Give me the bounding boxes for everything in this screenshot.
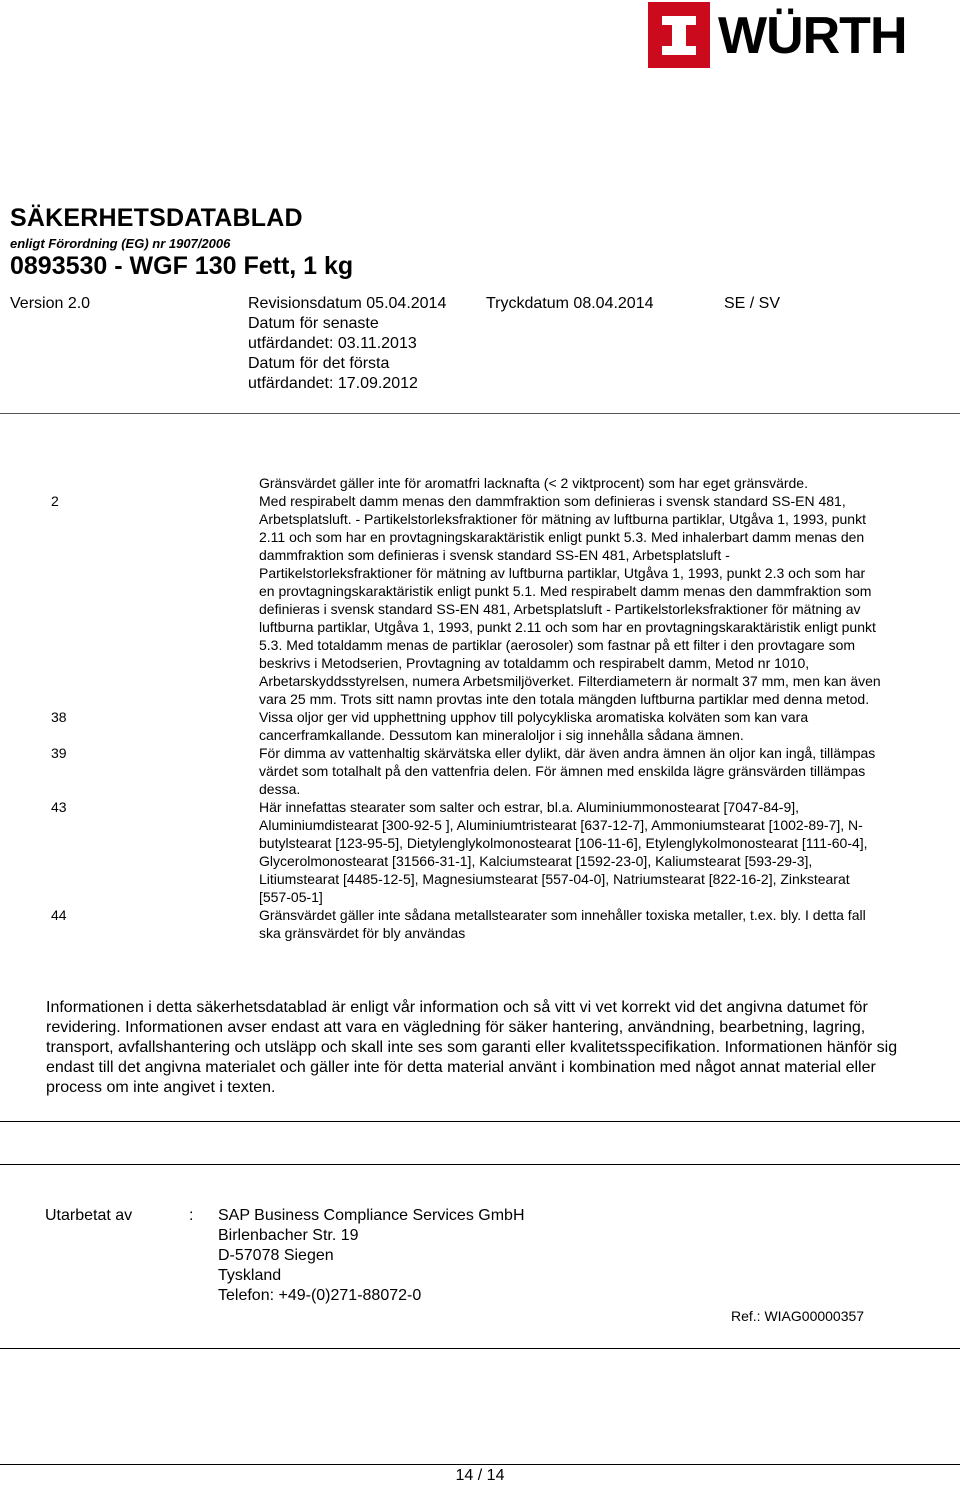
company-city: D-57078 Siegen [218,1247,334,1264]
version-label: Version 2.0 [10,295,91,312]
page-number: 14 / 14 [455,1467,505,1484]
first-issue-label: Datum för det första [248,355,390,372]
footnote-row [0,798,960,906]
prepared-by-address [218,1206,525,1306]
revision-date: Revisionsdatum 05.04.2014 [248,295,447,312]
language-code: SE / SV [724,295,781,312]
footnotes-list [0,474,960,942]
footnote-number: 43 [51,799,67,815]
header-divider [0,413,960,414]
company-name: SAP Business Compliance Services GmbH [218,1207,525,1224]
footnote-text: Med respirabelt damm menas den dammfraktion som definieras i svensk standard SS-EN 481, Arbetsplatsluft. - Partikelstorleksfraktioner för mätning av luftburna partiklar, Utgåva 1, 1993, punkt 2.11 och som har en provtagningskaraktäristik enligt punkt 5.3. Med inhalerbart damm menas den dammfraktion som definieras i svensk standard SS-EN 481, Arbetsplatsluft - Partikelstorleksfraktioner för mätning av luftburna partiklar, Utgåva 1, 1993, punkt 2.3 och som har en provtagningskaraktäristik enligt punkt 5.1. Med respirabelt damm menas den dammfraktion som definieras i svensk standard SS-EN 481, Arbetsplatsluft - Partikelstorleksfraktioner för mätning av luftburna partiklar, Utgåva 1, 1993, punkt 2.11 och som har en provtagningskaraktäristik enligt punkt 5.3. Med totaldamm menas de partiklar (aerosoler) som fastnar på ett filter i den provtagare som beskrivs i Metodserien, Provtagning av totaldamm och respirabelt damm, Metod nr 1010, Arbetarskyddsstyrelsen, numera Arbetsmiljöverket. Filterdiametern är normalt 37 mm, men kan även vara 25 mm. Trots sitt namn provtas inte den totala mängden luftburna partiklar med denna metod. [259,493,881,707]
footnote-row [0,474,960,492]
reference-code: Ref.: WIAG00000357 [731,1308,865,1324]
footnote-row [0,744,960,798]
last-issue-date: utfärdandet: 03.11.2013 [248,335,417,352]
product-name: 0893530 - WGF 130 Fett, 1 kg [10,252,354,280]
footnote-text: För dimma av vattenhaltig skärvätska eller dylikt, där även andra ämnen än oljor kan ingå, tillämpas värdet som totalhalt på den vattenfria delen. För ämnen med enskilda lägre gränsvärden tillämpas dessa. [259,745,876,797]
footnote-text: Vissa oljor ger vid upphettning upphov till polycykliska aromatiska kolväten som kan vara cancerframkallande. Dessutom kan mineraloljor i sig innehålla sådana ämnen. [259,709,809,743]
footnote-row [0,492,960,708]
footnote-number: 39 [51,745,67,761]
footnote-number: 44 [51,907,67,923]
print-date: Tryckdatum 08.04.2014 [486,295,654,312]
document-title: SÄKERHETSDATABLAD [10,204,303,232]
footnote-text: Här innefattas stearater som salter och estrar, bl.a. Aluminiummonostearat [7047-84-9], Aluminiumdistearat [300-92-5 ], Aluminiumtristearat [637-12-7], Ammoniumstearat [1002-89-7], N-butylstearat [123-95-5], Dietylenglykolmonostearat [106-11-6], Etylenglykolmonostearat [111-60-4], Glycerolmonostearat [31566-31-1], Kalciumstearat [1592-23-0], Kaliumstearat [593-29-3], Litiumstearat [4485-12-5], Magnesiumstearat [557-04-0], Natriumstearat [822-16-2], Zinkstearat [557-05-1] [259,799,868,905]
first-issue-date: utfärdandet: 17.09.2012 [248,375,418,392]
wurth-logo [648,2,958,72]
company-phone: Telefon: +49-(0)271-88072-0 [218,1287,422,1304]
disclaimer-divider [0,1121,960,1122]
footnote-text: Gränsvärdet gäller inte för aromatfri lacknafta (< 2 viktprocent) som har eget gränsvärde. [259,475,808,491]
footnote-number: 38 [51,709,67,725]
brand-wordmark: WÜRTH [718,7,907,65]
regulation-subtitle: enligt Förordning (EG) nr 1907/2006 [10,236,231,251]
footnote-row [0,906,960,942]
prepared-bottom-divider [0,1348,960,1349]
prepared-by-label: Utarbetat av [45,1207,133,1224]
company-country: Tyskland [218,1267,282,1284]
disclaimer-text: Informationen i detta säkerhetsdatablad är enligt vår information och så vitt vi vet korrekt vid det angivna datumet för revidering. Informationen avser endast att vara en vägledning för säker hantering, användning, bearbetning, lagring, transport, avfallshantering och utsläpp och skall inte ses som garanti eller kvalitetsspecifikation. Informationen hänför sig endast till det angivna materialet och gäller inte för detta material använt i kombination med något annat material eller process om inte angivet i texten. [46,999,898,1096]
last-issue-label: Datum för senaste [248,315,379,332]
prepared-top-divider [0,1164,960,1165]
footnote-row [0,708,960,744]
prepared-by-colon: : [189,1207,194,1224]
revision-info [248,294,478,394]
company-street: Birlenbacher Str. 19 [218,1227,359,1244]
footnote-number: 2 [51,493,59,509]
footnote-text: Gränsvärdet gäller inte sådana metallstearater som innehåller toxiska metaller, t.ex. bly. I detta fall ska gränsvärdet för bly användas [259,907,866,941]
